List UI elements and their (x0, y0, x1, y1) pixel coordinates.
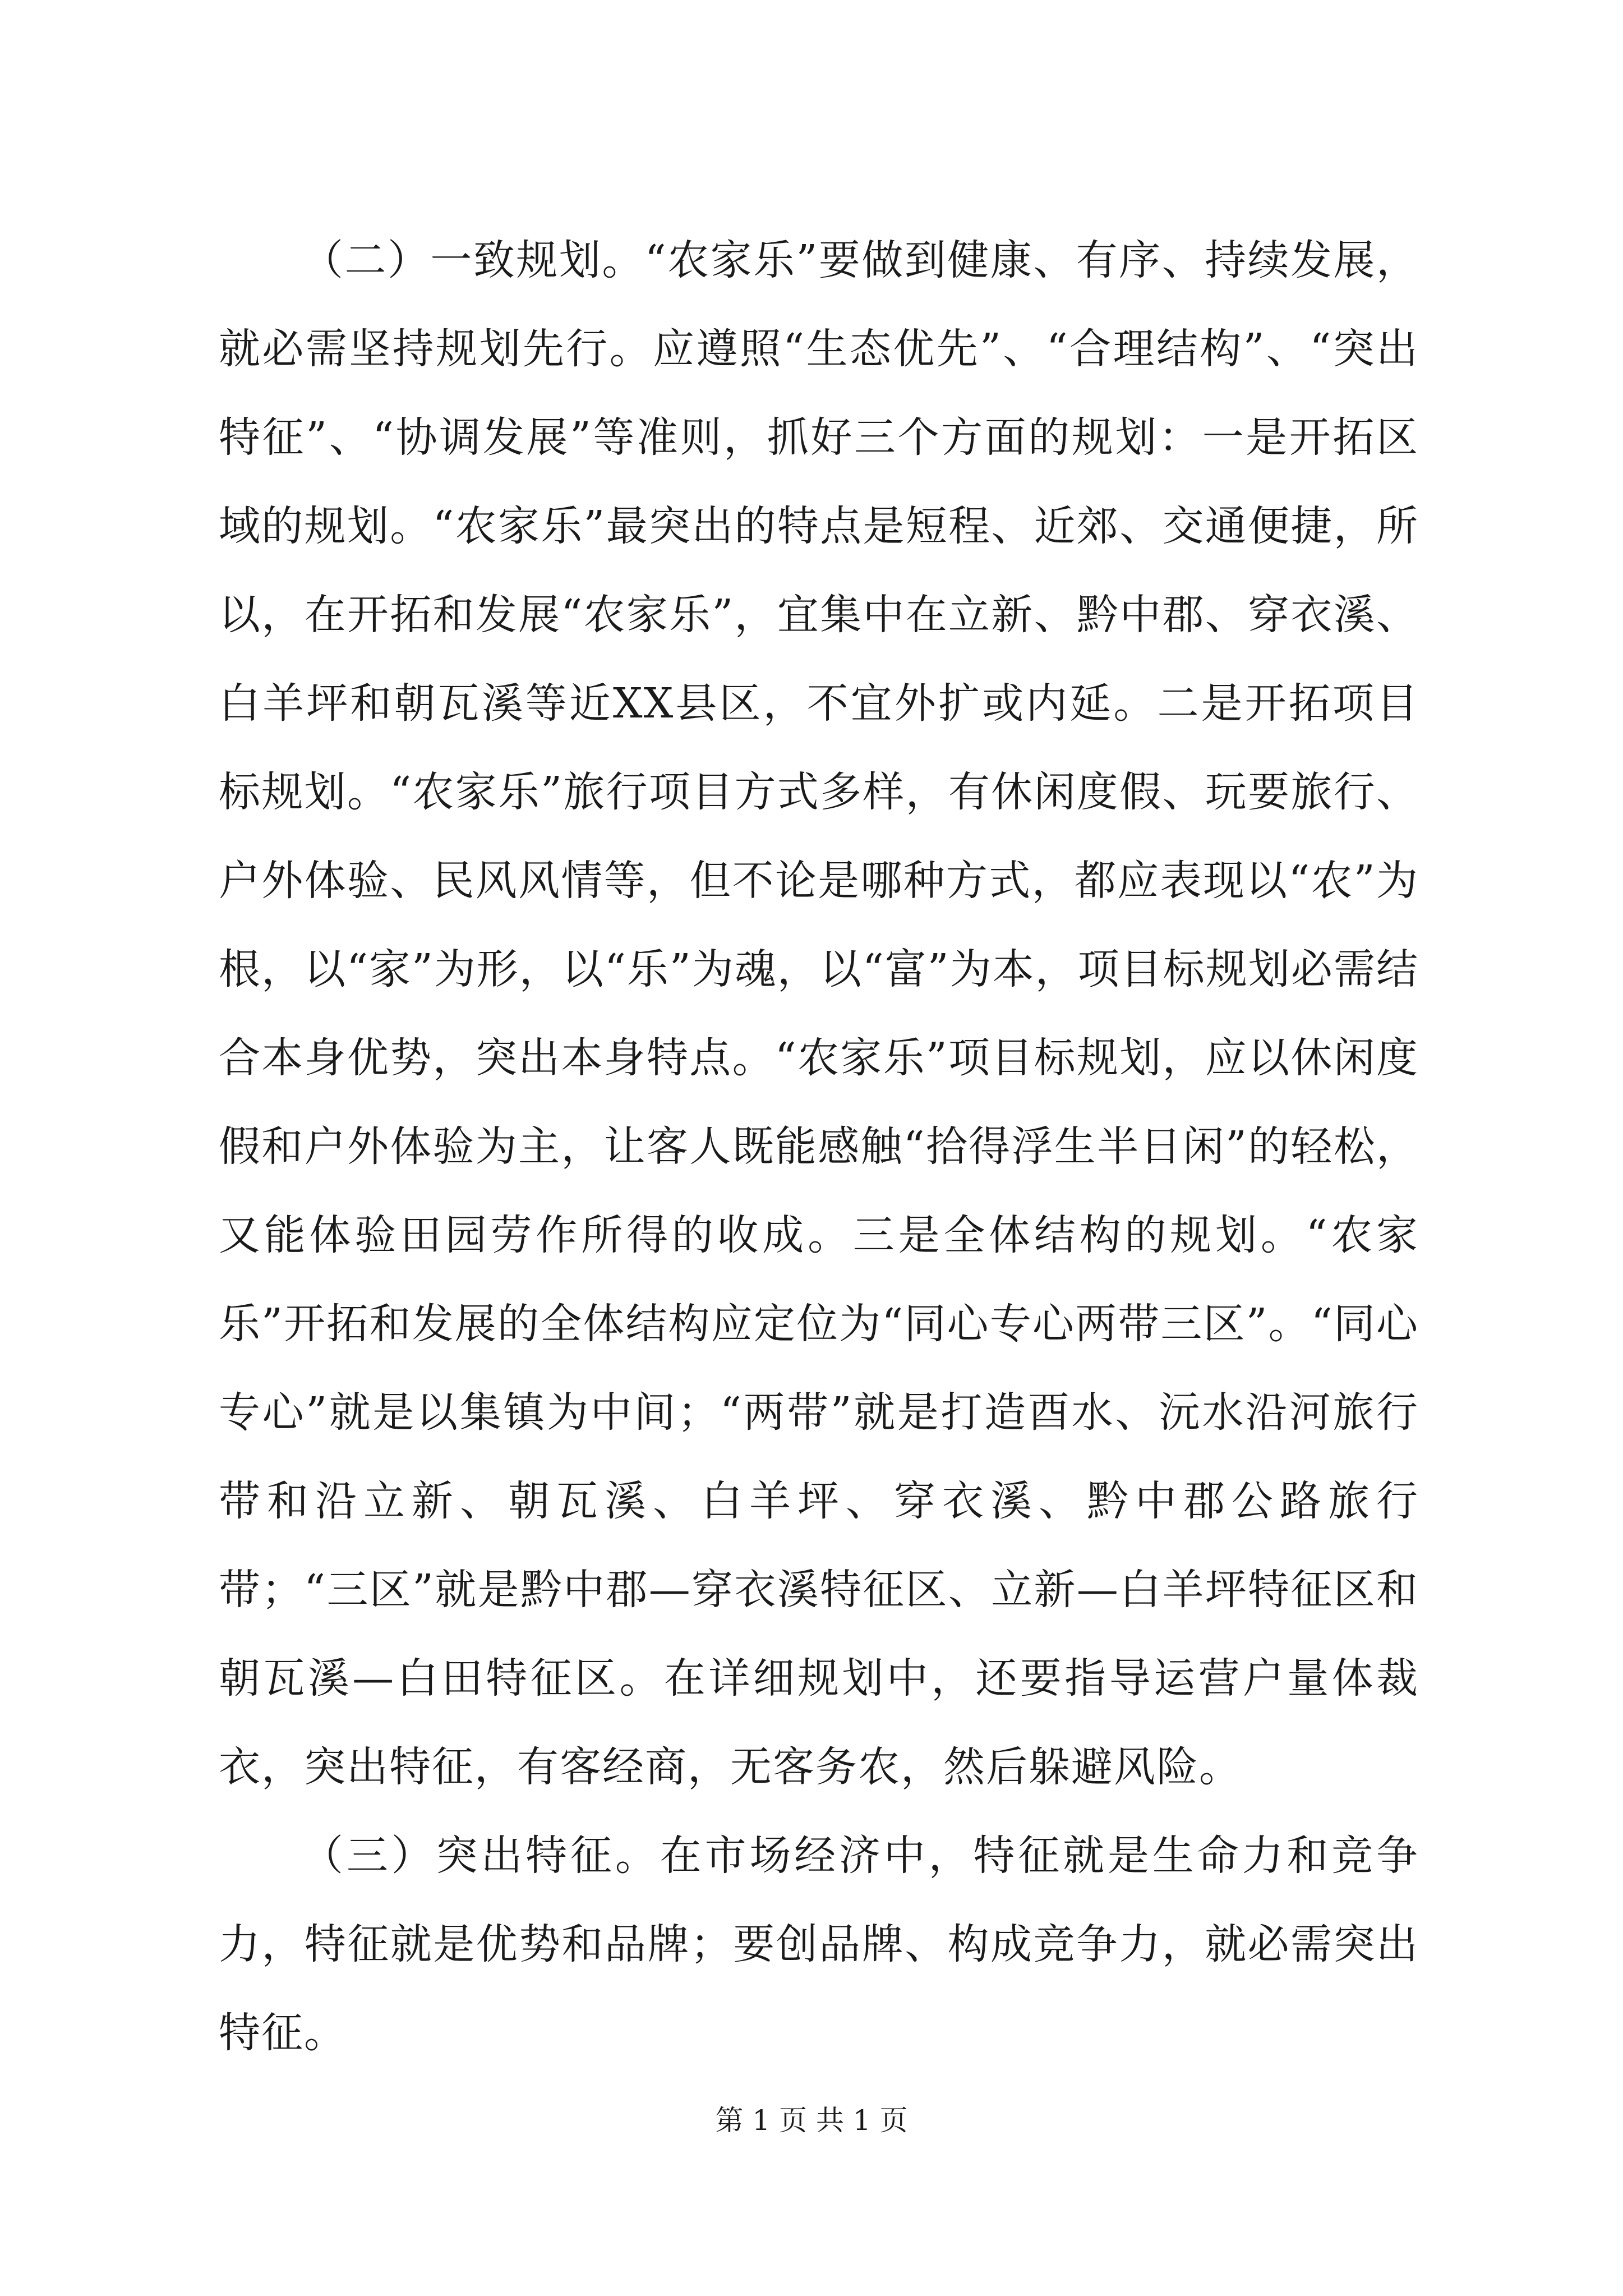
document-body (219, 216, 1419, 2077)
page-footer: 第 1 页 共 1 页 (715, 2104, 908, 2137)
paragraph-planning: （二）一致规划。“农家乐”要做到健康、有序、持续发展，就必需坚持规划先行。应遵照“生态优先”、“合理结构”、“突出特征”、“协调发展”等准则，抓好三个方面的规划：一是开拓区域的规划。“农家乐”最突出的特点是短程、近郊、交通便捷，所以，在开拓和发展“农家乐”，宜集中在立新、黔中郡、穿衣溪、白羊坪和朝瓦溪等近XX县区，不宜外扩或内延。二是开拓项目标规划。“农家乐”旅行项目方式多样，有休闲度假、玩要旅行、户外体验、民风风情等，但不论是哪种方式，都应表现以“农”为根，以“家”为形，以“乐”为魂，以“富”为本，项目标规划必需结合本身优势，突出本身特点。“农家乐”项目标规划，应以休闲度假和户外体验为主，让客人既能感触“拾得浮生半日闲”的轻松，又能体验田园劳作所得的收成。三是全体结构的规划。“农家乐”开拓和发展的全体结构应定位为“同心专心两带三区”。“同心专心”就是以集镇为中间；“两带”就是打造酉水、沅水沿河旅行带和沿立新、朝瓦溪、白羊坪、穿衣溪、黔中郡公路旅行带；“三区”就是黔中郡—穿衣溪特征区、立新—白羊坪特征区和朝瓦溪—白田特征区。在详细规划中，还要指导运营户量体裁衣，突出特征，有客经商，无客务农，然后躲避风险。 (219, 236, 1419, 1791)
paragraph-features: （三）突出特征。在市场经济中，特征就是生命力和竞争力，特征就是优势和品牌；要创品牌、构成竞争力，就必需突出特征。 (219, 1832, 1419, 2057)
